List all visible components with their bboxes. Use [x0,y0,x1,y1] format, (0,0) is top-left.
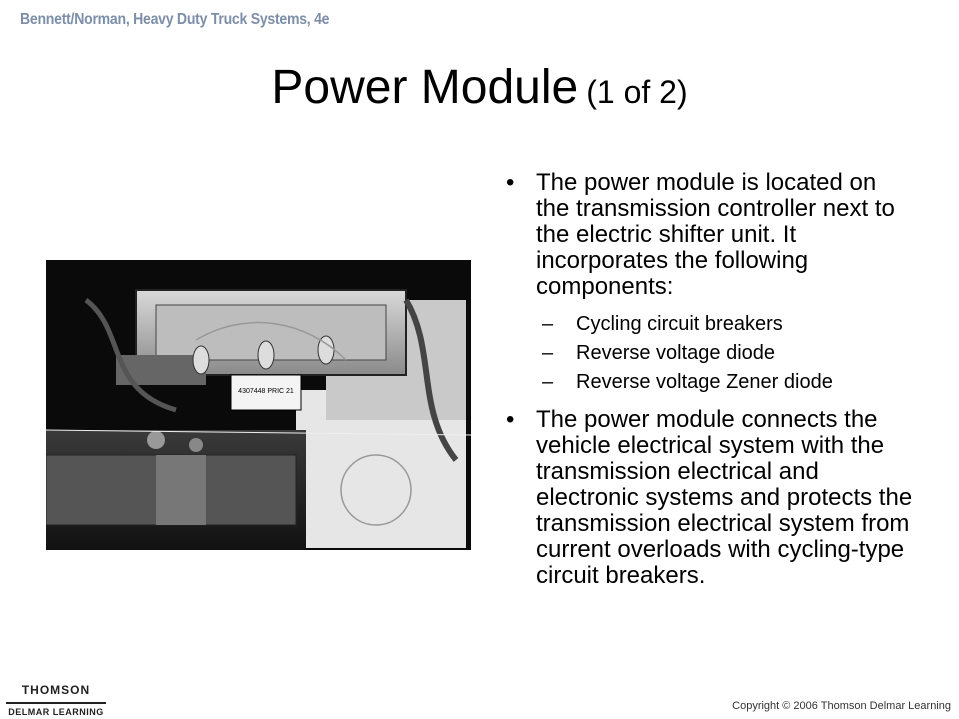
bullet-item-2 [496,407,916,589]
bullet-text: The power module is located on the transmission controller next to the electric shifter unit. It incorporates the following components: [536,169,895,300]
bullet-marker: • [506,169,515,196]
sub-bullet-marker: – [542,342,554,364]
sub-bullet-text: Reverse voltage diode [576,342,776,364]
sub-bullet-marker: – [542,371,554,393]
book-title: Bennett/Norman, Heavy Duty Truck Systems, 4e [20,11,330,28]
slide-title-part: (1 of 2) [586,74,688,110]
sub-bullet-item [536,310,916,339]
sub-bullet-item [536,368,916,397]
sub-bullet-text: Reverse voltage Zener diode [576,371,833,393]
publisher-logo [6,683,106,717]
sub-bullet-item [536,339,916,368]
bullet-marker: • [506,406,515,433]
bullet-list [496,170,916,589]
slide-title-main: Power Module [271,61,579,114]
sub-bullet-marker: – [542,313,554,335]
sub-bullet-list [536,310,916,397]
slide-title [0,60,959,120]
publisher-logo-bottom: DELMAR LEARNING [8,707,104,717]
photo-illustration [46,260,471,550]
bullet-text: The power module connects the vehicle electrical system with the transmission electrical and electronic systems and protects the transmission electrical system from current overloads with cycling-type circuit breakers. [536,406,913,589]
power-module-photo [46,260,471,550]
module-label: 4307448 PRIC 21 [238,388,294,395]
sub-bullet-text: Cycling circuit breakers [576,313,783,335]
copyright-notice: Copyright © 2006 Thomson Delmar Learning [732,700,951,712]
bullet-item-1 [496,170,916,300]
logo-divider [6,702,106,704]
publisher-logo-top: THOMSON [21,683,91,697]
